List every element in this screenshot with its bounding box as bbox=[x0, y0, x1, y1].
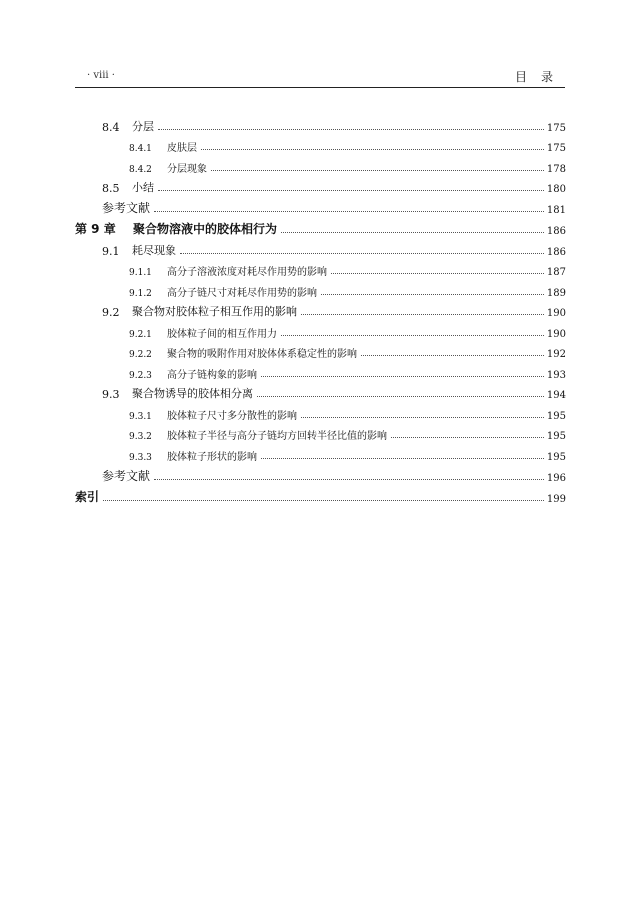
toc-entry-page: 181 bbox=[546, 205, 566, 216]
dot-leader bbox=[391, 437, 544, 438]
toc-entry-title: 分层现象 bbox=[167, 163, 207, 175]
toc-entry-number: 8.5 bbox=[102, 182, 120, 195]
toc-chapter-entry[interactable] bbox=[75, 486, 566, 507]
dot-leader bbox=[257, 396, 544, 397]
toc-entry-number: 9.3.2 bbox=[129, 432, 152, 442]
toc-entry-number: 9.2.3 bbox=[129, 370, 152, 381]
toc-entry-number: 9.1.1 bbox=[129, 268, 152, 278]
toc-entry-number: 8.4.1 bbox=[129, 144, 152, 154]
dot-leader bbox=[158, 190, 544, 191]
page-number: · viii · bbox=[87, 70, 115, 81]
dot-leader bbox=[301, 314, 544, 315]
toc-entry-title: 索引 bbox=[75, 489, 100, 504]
dot-leader bbox=[211, 170, 544, 171]
toc-entry-page: 186 bbox=[546, 226, 566, 237]
toc-entry-page: 195 bbox=[546, 431, 566, 442]
toc-entry-title: 聚合物的吸附作用对胶体体系稳定性的影响 bbox=[167, 349, 357, 360]
dot-leader bbox=[261, 458, 544, 459]
toc-entry-title: 聚合物溶液中的胶体相行为 bbox=[133, 222, 278, 236]
toc-entry[interactable] bbox=[75, 136, 566, 157]
toc-entry-number: 8.4.2 bbox=[129, 164, 152, 175]
toc-entry[interactable] bbox=[75, 197, 566, 218]
toc-entry-page: 192 bbox=[546, 349, 566, 360]
toc-entry[interactable] bbox=[75, 465, 566, 486]
toc-entry-title: 高分子链构象的影响 bbox=[167, 369, 257, 381]
toc-entry[interactable] bbox=[75, 115, 566, 136]
toc-entry-title: 胶体粒子间的相互作用力 bbox=[167, 328, 277, 340]
toc-entry-page: 196 bbox=[546, 472, 566, 484]
table-of-contents bbox=[75, 115, 566, 507]
toc-entry-number: 9.3.3 bbox=[129, 452, 152, 463]
toc-entry-number: 9.3.1 bbox=[129, 411, 152, 422]
toc-entry[interactable] bbox=[75, 260, 566, 281]
toc-entry-title: 胶体粒子形状的影响 bbox=[167, 451, 257, 463]
toc-entry[interactable] bbox=[75, 177, 566, 198]
toc-entry-title: 参考文献 bbox=[102, 201, 151, 215]
dot-leader bbox=[154, 211, 544, 212]
running-header bbox=[75, 67, 565, 88]
dot-leader bbox=[301, 417, 544, 418]
toc-entry-page: 199 bbox=[546, 493, 566, 505]
toc-entry-title: 胶体粒子半径与高分子链均方回转半径比值的影响 bbox=[167, 431, 387, 442]
toc-entry-number: 9.3 bbox=[102, 388, 120, 401]
toc-entry-title: 聚合物诱导的胶体相分离 bbox=[132, 387, 253, 400]
toc-entry-number: 9.2.1 bbox=[129, 329, 152, 340]
toc-entry[interactable] bbox=[75, 156, 566, 177]
toc-entry-number: 9.1.2 bbox=[129, 288, 152, 299]
toc-entry-title: 耗尽现象 bbox=[132, 243, 176, 257]
toc-entry-number: 9.1 bbox=[102, 244, 120, 258]
toc-entry-page: 195 bbox=[546, 410, 566, 422]
toc-entry-page: 194 bbox=[546, 390, 566, 401]
toc-entry[interactable] bbox=[75, 424, 566, 445]
toc-entry-page: 186 bbox=[546, 246, 566, 258]
toc-entry-number: 8.4 bbox=[102, 120, 120, 134]
toc-entry[interactable] bbox=[75, 239, 566, 260]
toc-entry-page: 175 bbox=[546, 143, 566, 154]
toc-entry-number: 9.2 bbox=[102, 306, 120, 319]
toc-entry-number: 9.2.2 bbox=[129, 350, 152, 360]
toc-entry-title: 小结 bbox=[132, 181, 154, 194]
toc-entry-page: 190 bbox=[546, 308, 566, 319]
toc-entry-title: 皮肤层 bbox=[167, 143, 197, 154]
toc-entry-title: 高分子链尺寸对耗尽作用势的影响 bbox=[167, 287, 317, 299]
toc-entry[interactable] bbox=[75, 383, 566, 404]
toc-entry-page: 175 bbox=[546, 122, 566, 134]
dot-leader bbox=[331, 273, 544, 274]
toc-entry-title: 高分子溶液浓度对耗尽作用势的影响 bbox=[167, 267, 327, 278]
dot-leader bbox=[154, 479, 544, 480]
dot-leader bbox=[321, 294, 544, 295]
dot-leader bbox=[103, 500, 544, 501]
toc-entry-page: 187 bbox=[546, 267, 566, 278]
toc-entry-title: 分层 bbox=[132, 119, 154, 133]
toc-entry[interactable] bbox=[75, 342, 566, 363]
dot-leader bbox=[281, 335, 544, 336]
section-name: 目录 bbox=[514, 70, 567, 84]
toc-entry[interactable] bbox=[75, 444, 566, 465]
dot-leader bbox=[361, 355, 544, 356]
toc-entry-page: 195 bbox=[546, 451, 566, 463]
toc-entry-page: 178 bbox=[546, 163, 566, 175]
dot-leader bbox=[201, 149, 544, 150]
toc-entry-title: 聚合物对胶体粒子相互作用的影响 bbox=[132, 305, 297, 318]
dot-leader bbox=[261, 376, 544, 377]
toc-entry[interactable] bbox=[75, 362, 566, 383]
toc-entry[interactable] bbox=[75, 321, 566, 342]
toc-entry-title: 胶体粒子尺寸多分散性的影响 bbox=[167, 410, 297, 422]
toc-entry-page: 180 bbox=[546, 184, 566, 195]
toc-entry[interactable] bbox=[75, 403, 566, 424]
toc-entry-page: 193 bbox=[546, 369, 566, 381]
toc-entry[interactable] bbox=[75, 280, 566, 301]
toc-entry[interactable] bbox=[75, 301, 566, 322]
toc-entry-page: 190 bbox=[546, 328, 566, 340]
toc-entry-number: 第 9 章 bbox=[75, 222, 116, 236]
dot-leader bbox=[180, 253, 544, 254]
dot-leader bbox=[158, 129, 544, 130]
toc-chapter-entry[interactable] bbox=[75, 218, 566, 239]
toc-entry-page: 189 bbox=[546, 287, 566, 299]
toc-entry-title: 参考文献 bbox=[102, 468, 151, 483]
dot-leader bbox=[281, 232, 544, 233]
